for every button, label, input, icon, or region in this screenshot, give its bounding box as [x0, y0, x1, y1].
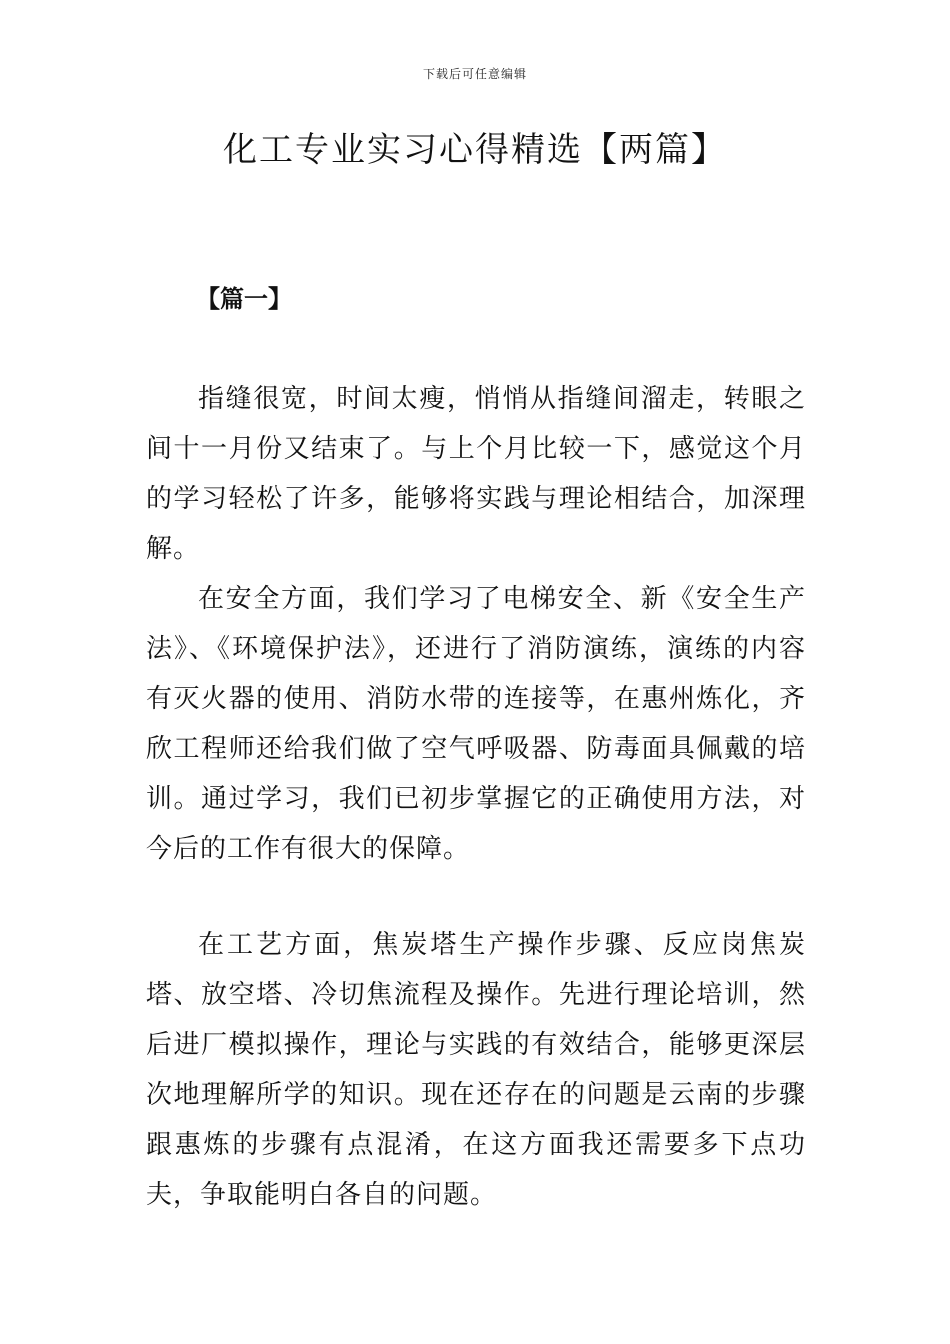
body-paragraph: 在安全方面，我们学习了电梯安全、新《安全生产法》、《环境保护法》，还进行了消防演练，演练的内容有灭火器的使用、消防水带的连接等，在惠州炼化，齐欣工程师还给我们做了空气呼吸器、防毒面具佩戴的培训。通过学习，我们已初步掌握它的正确使用方法，对今后的工作有很大的保障。	[146, 584, 806, 864]
header-note: 下载后可任意编辑	[422, 67, 527, 81]
body-paragraph: 指缝很宽，时间太瘦，悄悄从指缝间溜走，转眼之间十一月份又结束了。与上个月比较一下，感觉这个月的学习轻松了许多，能够将实践与理论相结合，加深理解。	[146, 384, 806, 564]
section-heading: 【篇一】	[196, 284, 292, 313]
body-paragraph: 在工艺方面，焦炭塔生产操作步骤、反应岗焦炭塔、放空塔、冷切焦流程及操作。先进行理论培训，然后进厂模拟操作，理论与实践的有效结合，能够更深层次地理解所学的知识。现在还存在的问题是云南的步骤跟惠炼的步骤有点混淆，在这方面我还需要多下点功夫，争取能明白各自的问题。	[146, 930, 806, 1210]
document-title: 化工专业实习心得精选【两篇】	[223, 130, 727, 170]
